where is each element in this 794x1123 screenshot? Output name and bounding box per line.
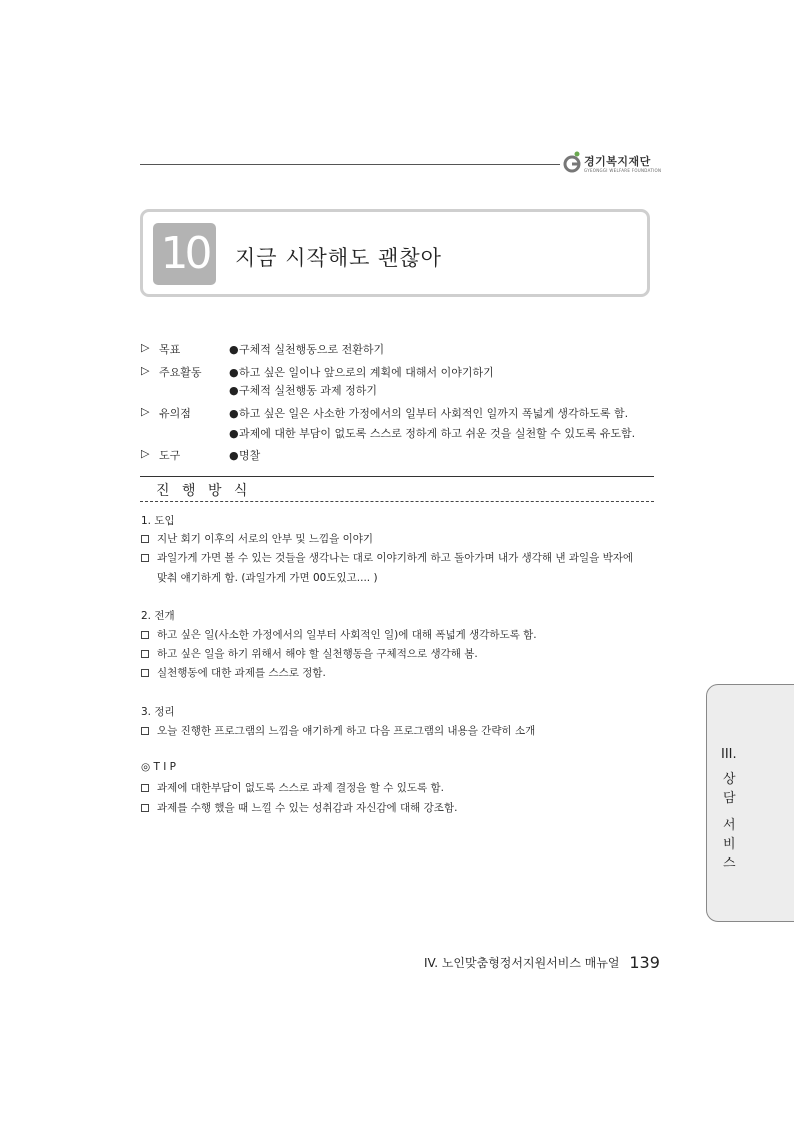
- checkbox-square-icon: [141, 727, 149, 735]
- step-line: 하고 싶은 일(사소한 가정에서의 일부터 사회적인 일)에 대해 폭넓게 생각하도록 함.: [141, 627, 537, 642]
- foundation-logo-icon: [562, 150, 582, 174]
- info-item: ●구체적 실천행동 과제 정하기: [229, 384, 378, 397]
- info-label: 주요활동: [159, 366, 202, 379]
- section-title: 진 행 방 식: [156, 483, 252, 499]
- step-line-continued: 맞춰 얘기하게 함. (과일가게 가면 00도있고.... ): [157, 572, 378, 584]
- step-title: 3. 정리: [141, 706, 175, 718]
- bullet-icon: ●: [229, 427, 239, 440]
- checkbox-square-icon: [141, 650, 149, 658]
- logo-subtext: GYEONGGI WELFARE FOUNDATION: [584, 168, 662, 173]
- side-tab-text: III. 상 담 서 비 스: [721, 747, 737, 871]
- section-rule-top: [140, 476, 654, 477]
- step-line: 하고 싶은 일을 하기 위해서 해야 할 실천행동을 구체적으로 생각해 봄.: [141, 646, 478, 661]
- checkbox-square-icon: [141, 535, 149, 543]
- tip-line: 과제에 대한부담이 없도록 스스로 과제 결정을 할 수 있도록 함.: [141, 780, 444, 795]
- triangle-icon: ▷: [141, 364, 150, 377]
- info-item: ●하고 싶은 일은 사소한 가정에서의 일부터 사회적인 일까지 폭넓게 생각하도록 함.: [229, 407, 629, 420]
- info-label: 목표: [159, 343, 181, 356]
- checkbox-square-icon: [141, 804, 149, 812]
- session-title: 지금 시작해도 괜찮아: [235, 246, 442, 270]
- step-line: 실천행동에 대한 과제를 스스로 정함.: [141, 665, 326, 680]
- session-number-badge: 10: [153, 223, 216, 285]
- bullet-icon: ●: [229, 343, 239, 356]
- bullet-icon: ●: [229, 384, 239, 397]
- step-title: 2. 전개: [141, 610, 175, 622]
- tip-line: 과제를 수행 했을 때 느낄 수 있는 성취감과 자신감에 대해 강조함.: [141, 800, 457, 815]
- chapter-side-tab: [706, 684, 794, 922]
- step-line: 오늘 진행한 프로그램의 느낌을 얘기하게 하고 다음 프로그램의 내용을 간략히 소개: [141, 723, 535, 738]
- bullet-icon: ●: [229, 449, 239, 462]
- step-title: 1. 도입: [141, 515, 175, 527]
- info-item: ●구체적 실천행동으로 전환하기: [229, 343, 385, 356]
- header-rule: [140, 164, 560, 165]
- page-number: 139: [629, 953, 660, 972]
- checkbox-square-icon: [141, 669, 149, 677]
- step-line: 과일가게 가면 볼 수 있는 것들을 생각나는 대로 이야기하게 하고 돌아가며 내가 생각해 낸 과일을 박자에: [141, 550, 633, 565]
- foundation-logo: [562, 150, 662, 176]
- info-label: 유의점: [159, 407, 191, 420]
- footer-text: IV. 노인맞춤형정서지원서비스 매뉴얼: [424, 956, 620, 970]
- info-item: ●하고 싶은 일이나 앞으로의 계획에 대해서 이야기하기: [229, 366, 494, 379]
- triangle-icon: ▷: [141, 341, 150, 354]
- logo-text: 경기복지재단: [584, 155, 651, 168]
- checkbox-square-icon: [141, 631, 149, 639]
- session-title-box: [140, 209, 650, 297]
- info-item: ●명찰: [229, 449, 261, 462]
- info-label: 도구: [159, 449, 181, 462]
- checkbox-square-icon: [141, 784, 149, 792]
- tip-title: ◎ T I P: [141, 761, 177, 773]
- triangle-icon: ▷: [141, 447, 150, 460]
- bullet-icon: ●: [229, 366, 239, 379]
- section-rule-dotted: [140, 501, 654, 502]
- page-footer: [424, 953, 660, 972]
- triangle-icon: ▷: [141, 405, 150, 418]
- info-item: ●과제에 대한 부담이 없도록 스스로 정하게 하고 쉬운 것을 실천할 수 있도록 유도함.: [229, 427, 636, 440]
- checkbox-square-icon: [141, 554, 149, 562]
- step-line: 지난 회기 이후의 서로의 안부 및 느낌을 이야기: [141, 531, 373, 546]
- bullet-icon: ●: [229, 407, 239, 420]
